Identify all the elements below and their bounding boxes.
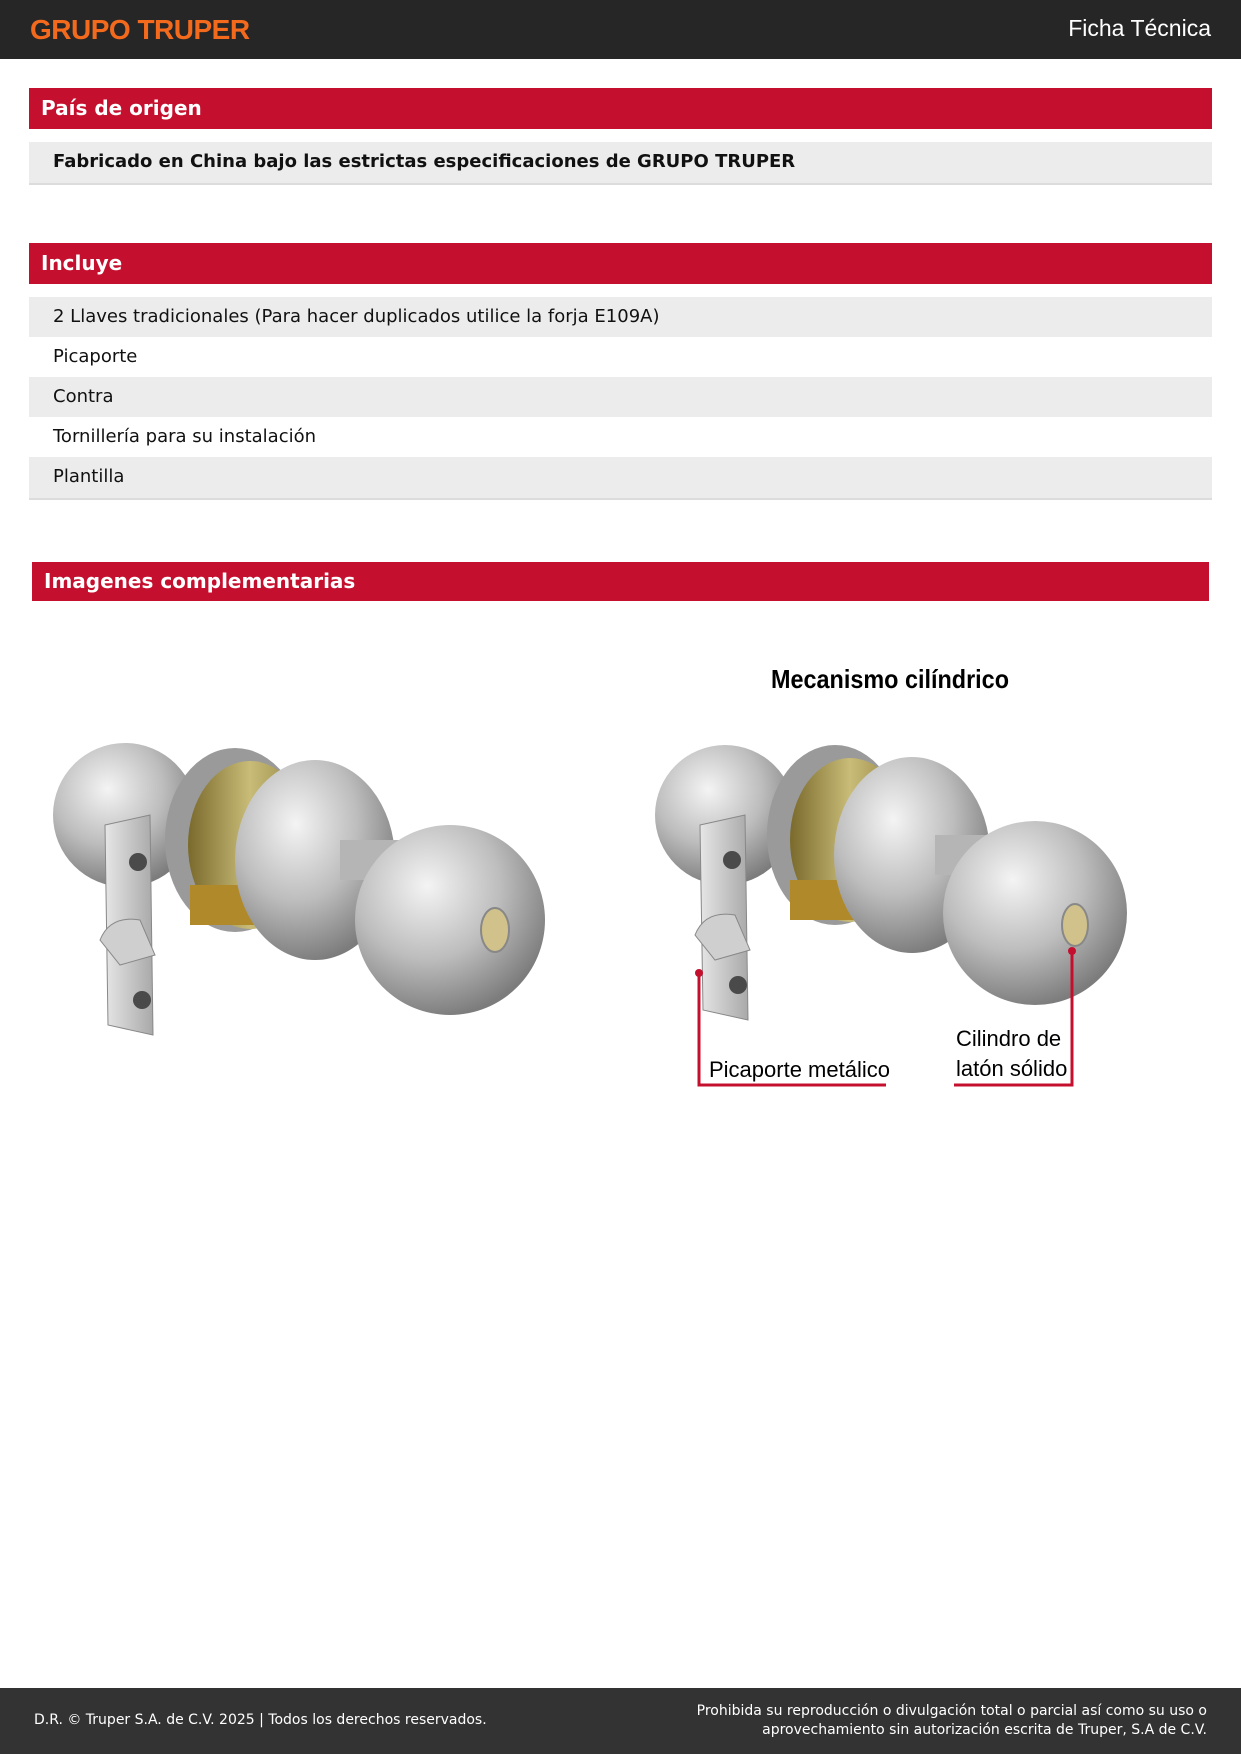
lock-image-main [50, 735, 550, 1045]
top-bar [0, 0, 1241, 59]
list-item: Plantilla [29, 457, 1212, 500]
section-header-origin: País de origen [29, 88, 1212, 129]
section-header-includes: Incluye [29, 243, 1212, 284]
document-title: Ficha Técnica [1068, 15, 1211, 41]
callout-latch: Picaporte metálico [709, 1057, 890, 1082]
origin-text: Fabricado en China bajo las estrictas especificaciones de GRUPO TRUPER [29, 142, 1212, 185]
list-item: Picaporte [53, 346, 138, 367]
footer [0, 1688, 1241, 1754]
footer-legal-line1: Prohibida su reproducción o divulgación total o parcial así como su uso o [696, 1703, 1207, 1719]
callout-cylinder-line1: Cilindro de [956, 1026, 1062, 1051]
callout-cylinder [956, 1024, 1067, 1083]
list-item: 2 Llaves tradicionales (Para hacer duplicados utilice la forja E109A) [29, 297, 1212, 337]
callout-cylinder-line2: latón sólido [956, 1055, 1068, 1081]
brand-logo: GRUPO TRUPER [30, 14, 250, 45]
footer-copyright: D.R. © Truper S.A. de C.V. 2025 | Todos los derechos reservados. [34, 1712, 487, 1728]
footer-legal [647, 1702, 1207, 1740]
list-item: Contra [29, 377, 1212, 417]
mechanism-title: Mecanismo cilíndrico [771, 664, 1009, 694]
section-header-images: Imagenes complementarias [32, 562, 1209, 601]
footer-legal-line2: aprovechamiento sin autorización escrita de Truper, S.A de C.V. [762, 1722, 1207, 1738]
list-item: Tornillería para su instalación [53, 426, 317, 447]
